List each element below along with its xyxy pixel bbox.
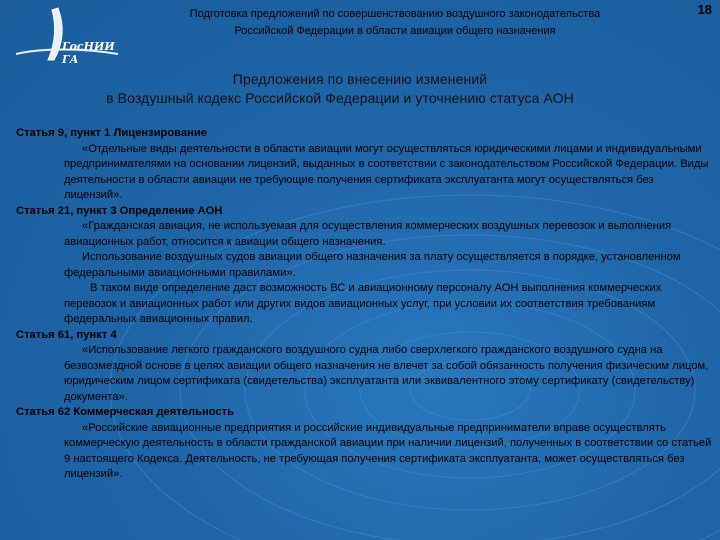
header-line-1: Подготовка предложений по совершенствованию воздушного законодательства bbox=[189, 8, 601, 20]
logo-text: ГосНИИ ГА bbox=[62, 40, 115, 66]
section-paragraph: «Российские авиационные предприятия и российские индивидуальные предприниматели вправе осуществлять коммерческую деятельность в области гражданской авиации при наличии лицензий, полученных в соответствии со статьей 9 настоящего Кодекса. Деятельность, не требующая получения сертификата эксплуатанта, может осуществляться без лицензий». bbox=[64, 421, 712, 480]
section-paragraph: «Гражданская авиация, не используемая для осуществления коммерческих воздушных перевозок и выполнения авиационных работ, относится к авиации общего назначения. bbox=[64, 220, 672, 248]
header-line-2: Российской Федерации в области авиации общего назначения bbox=[234, 25, 556, 37]
section-heading: Статья 9, пункт 1 Лицензирование bbox=[16, 127, 207, 139]
slide-header bbox=[130, 6, 660, 40]
slide-title bbox=[40, 70, 680, 108]
page-number: 18 bbox=[697, 2, 712, 17]
section-paragraph: Использование воздушных судов авиации общего назначения за плату осуществляется в порядке, установленном федеральными авиационными правилами». bbox=[64, 251, 681, 279]
section-paragraph: «Использование легкого гражданского воздушного судна либо сверхлегкого гражданского воздушного судна на безвозмездной основе в целях авиации общего назначения не влечет за собой обязанность получения физическим лицом, юридическим лицом сертификата (свидетельства) эксплуатанта или эквивалентного этому сертификату (свидетельству) документа». bbox=[64, 344, 709, 403]
section-heading: Статья 61, пункт 4 bbox=[16, 328, 117, 341]
section-paragraph: «Отдельные виды деятельности в области авиации могут осуществляться юридическими лицами и индивидуальными предпринимателями на основании лицензий, выданных в соответствии с законодательством Российской Федерации. Виды деятельности в области авиации не требующие получения сертификата эксплуатанта могут осуществляться без лицензий». bbox=[64, 142, 709, 201]
title-line-2: в Воздушный кодекс Российской Федерации и уточнению статуса АОН bbox=[106, 90, 574, 106]
slide-body bbox=[16, 126, 714, 483]
section-paragraph: В таком виде определение даст возможность ВС и авиационному персоналу АОН выполнения коммерческих перевозок и авиационных работ или других видов авиационных услуг, при условии их соответствия требованиям федеральных авиационных правил. bbox=[64, 282, 662, 325]
title-line-1: Предложения по внесению изменений bbox=[232, 71, 488, 87]
section-heading: Статья 62 Коммерческая деятельность bbox=[16, 406, 234, 418]
gosniiga-logo bbox=[12, 4, 122, 68]
section-heading: Статья 21, пункт 3 Определение АОН bbox=[16, 204, 223, 217]
